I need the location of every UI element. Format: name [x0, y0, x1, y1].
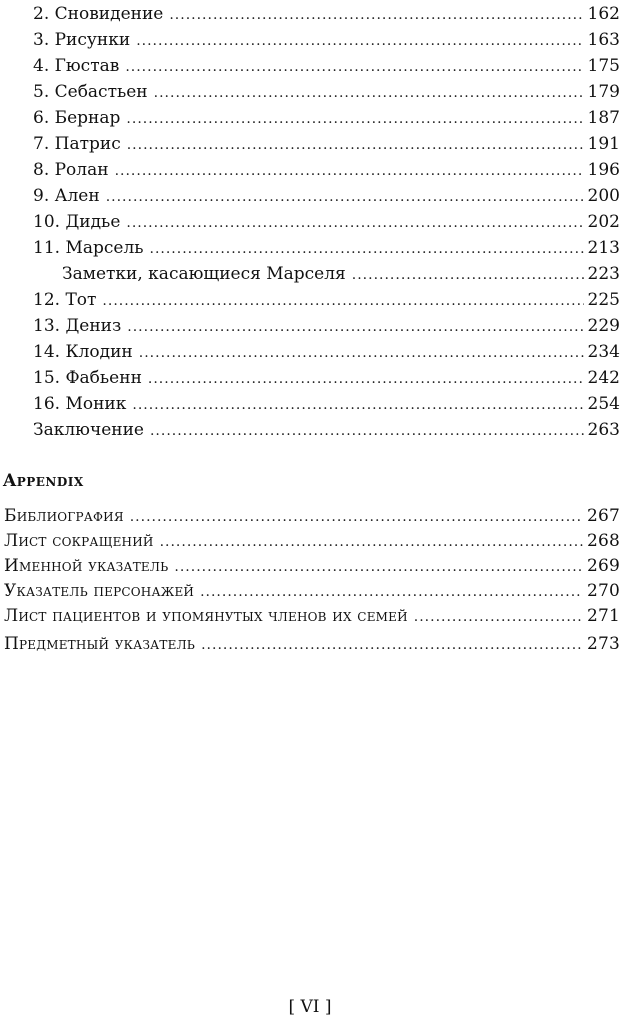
- toc-entry-page: 162: [587, 4, 620, 24]
- toc-entry-page: 270: [586, 581, 620, 601]
- toc-entry: [4, 633, 620, 656]
- dot-leader: [414, 606, 583, 628]
- toc-entry-title: 14. Клодин: [33, 342, 133, 362]
- toc-entry: [33, 367, 620, 390]
- toc-entry: [4, 555, 620, 578]
- toc-entry-title: 11. Марсель: [33, 238, 144, 258]
- dot-leader: [132, 394, 583, 416]
- toc-entry: [33, 185, 620, 208]
- toc-entry-page: 267: [586, 506, 620, 526]
- dot-leader: [154, 82, 584, 104]
- dot-leader: [200, 581, 583, 603]
- dot-leader: [115, 160, 584, 182]
- dot-leader: [126, 108, 583, 130]
- toc-entry-page: 242: [587, 368, 620, 388]
- toc-entry-page: 234: [587, 342, 620, 362]
- toc-entry-title: Указатель персонажей: [4, 581, 195, 601]
- toc-subentry: [62, 263, 620, 286]
- toc-entry-title: 9. Ален: [33, 186, 100, 206]
- toc-entry-page: 196: [587, 160, 620, 180]
- toc-entry-page: 225: [587, 290, 620, 310]
- toc-entry: [33, 393, 620, 416]
- toc-entry-page: 273: [586, 634, 620, 654]
- toc-entry-title: 10. Дидье: [33, 212, 121, 232]
- toc-entry-page: 179: [587, 82, 620, 102]
- toc-entry-title: Заметки, касающиеся Марселя: [62, 264, 346, 284]
- toc-entry-title: Лист сокращений: [4, 531, 154, 551]
- toc-entry: [33, 55, 620, 78]
- toc-entry-title: Библиография: [4, 506, 124, 526]
- dot-leader: [169, 4, 583, 26]
- toc-entry-title: 15. Фабьенн: [33, 368, 142, 388]
- toc-entry-page: 263: [587, 420, 620, 440]
- toc-entry-title: 5. Себастьен: [33, 82, 148, 102]
- toc-entry-title: 16. Моник: [33, 394, 127, 414]
- dot-leader: [150, 238, 584, 260]
- toc-entry-page: 254: [587, 394, 620, 414]
- toc-entry-title: 6. Бернар: [33, 108, 121, 128]
- dot-leader: [201, 634, 583, 656]
- dot-leader: [127, 134, 584, 156]
- toc-entry-page: 223: [587, 264, 620, 284]
- toc-entry: [33, 107, 620, 130]
- toc-entry-title: 13. Дениз: [33, 316, 122, 336]
- dot-leader: [130, 506, 583, 528]
- toc-entry: [33, 3, 620, 26]
- toc-entry: [33, 29, 620, 52]
- dot-leader: [139, 342, 584, 364]
- toc-entry-page: 175: [587, 56, 620, 76]
- toc-entry-page: 271: [586, 606, 620, 626]
- toc-entry-page: 269: [586, 556, 620, 576]
- toc-entry-title: 3. Рисунки: [33, 30, 131, 50]
- toc-entry-title: 4. Гюстав: [33, 56, 120, 76]
- toc-entry: [33, 237, 620, 260]
- toc-entry: [33, 341, 620, 364]
- toc-entry-title: Предметный указатель: [4, 634, 196, 654]
- dot-leader: [148, 368, 584, 390]
- dot-leader: [126, 212, 583, 234]
- toc-entry: [33, 133, 620, 156]
- toc-entry-page: 191: [587, 134, 620, 154]
- dot-leader: [174, 556, 583, 578]
- toc-entry: [33, 315, 620, 338]
- toc-entry-title: Лист пациентов и упомянутых членов их семей: [4, 606, 408, 626]
- appendix-heading: Appendix: [3, 471, 84, 491]
- toc-entry-title: 7. Патрис: [33, 134, 121, 154]
- toc-entry-page: 163: [587, 30, 620, 50]
- dot-leader: [127, 316, 583, 338]
- dot-leader: [106, 186, 584, 208]
- toc-entry-title: Заключение: [33, 420, 144, 440]
- toc-entry-page: 200: [587, 186, 620, 206]
- dot-leader: [136, 30, 583, 52]
- toc-entry-page: 229: [587, 316, 620, 336]
- toc-entry: [33, 419, 620, 442]
- toc-entry: [4, 580, 620, 603]
- toc-entry-page: 187: [587, 108, 620, 128]
- toc-entry-title: 2. Сновидение: [33, 4, 164, 24]
- toc-entry: [4, 605, 620, 628]
- dot-leader: [150, 420, 584, 442]
- dot-leader: [352, 264, 584, 286]
- dot-leader: [160, 531, 583, 553]
- page-number: [ VI ]: [288, 997, 332, 1017]
- toc-entry-page: 268: [586, 531, 620, 551]
- toc-entry-title: 8. Ролан: [33, 160, 109, 180]
- toc-entry: [33, 211, 620, 234]
- toc-entry: [4, 530, 620, 553]
- dot-leader: [102, 290, 583, 312]
- toc-entry-page: 202: [587, 212, 620, 232]
- toc-entry-title: 12. Тот: [33, 290, 97, 310]
- toc-entry-title: Именной указатель: [4, 556, 169, 576]
- toc-entry: [33, 159, 620, 182]
- toc-entry: [33, 289, 620, 312]
- dot-leader: [125, 56, 583, 78]
- toc-entry: [4, 505, 620, 528]
- toc-entry-page: 213: [587, 238, 620, 258]
- toc-entry: [33, 81, 620, 104]
